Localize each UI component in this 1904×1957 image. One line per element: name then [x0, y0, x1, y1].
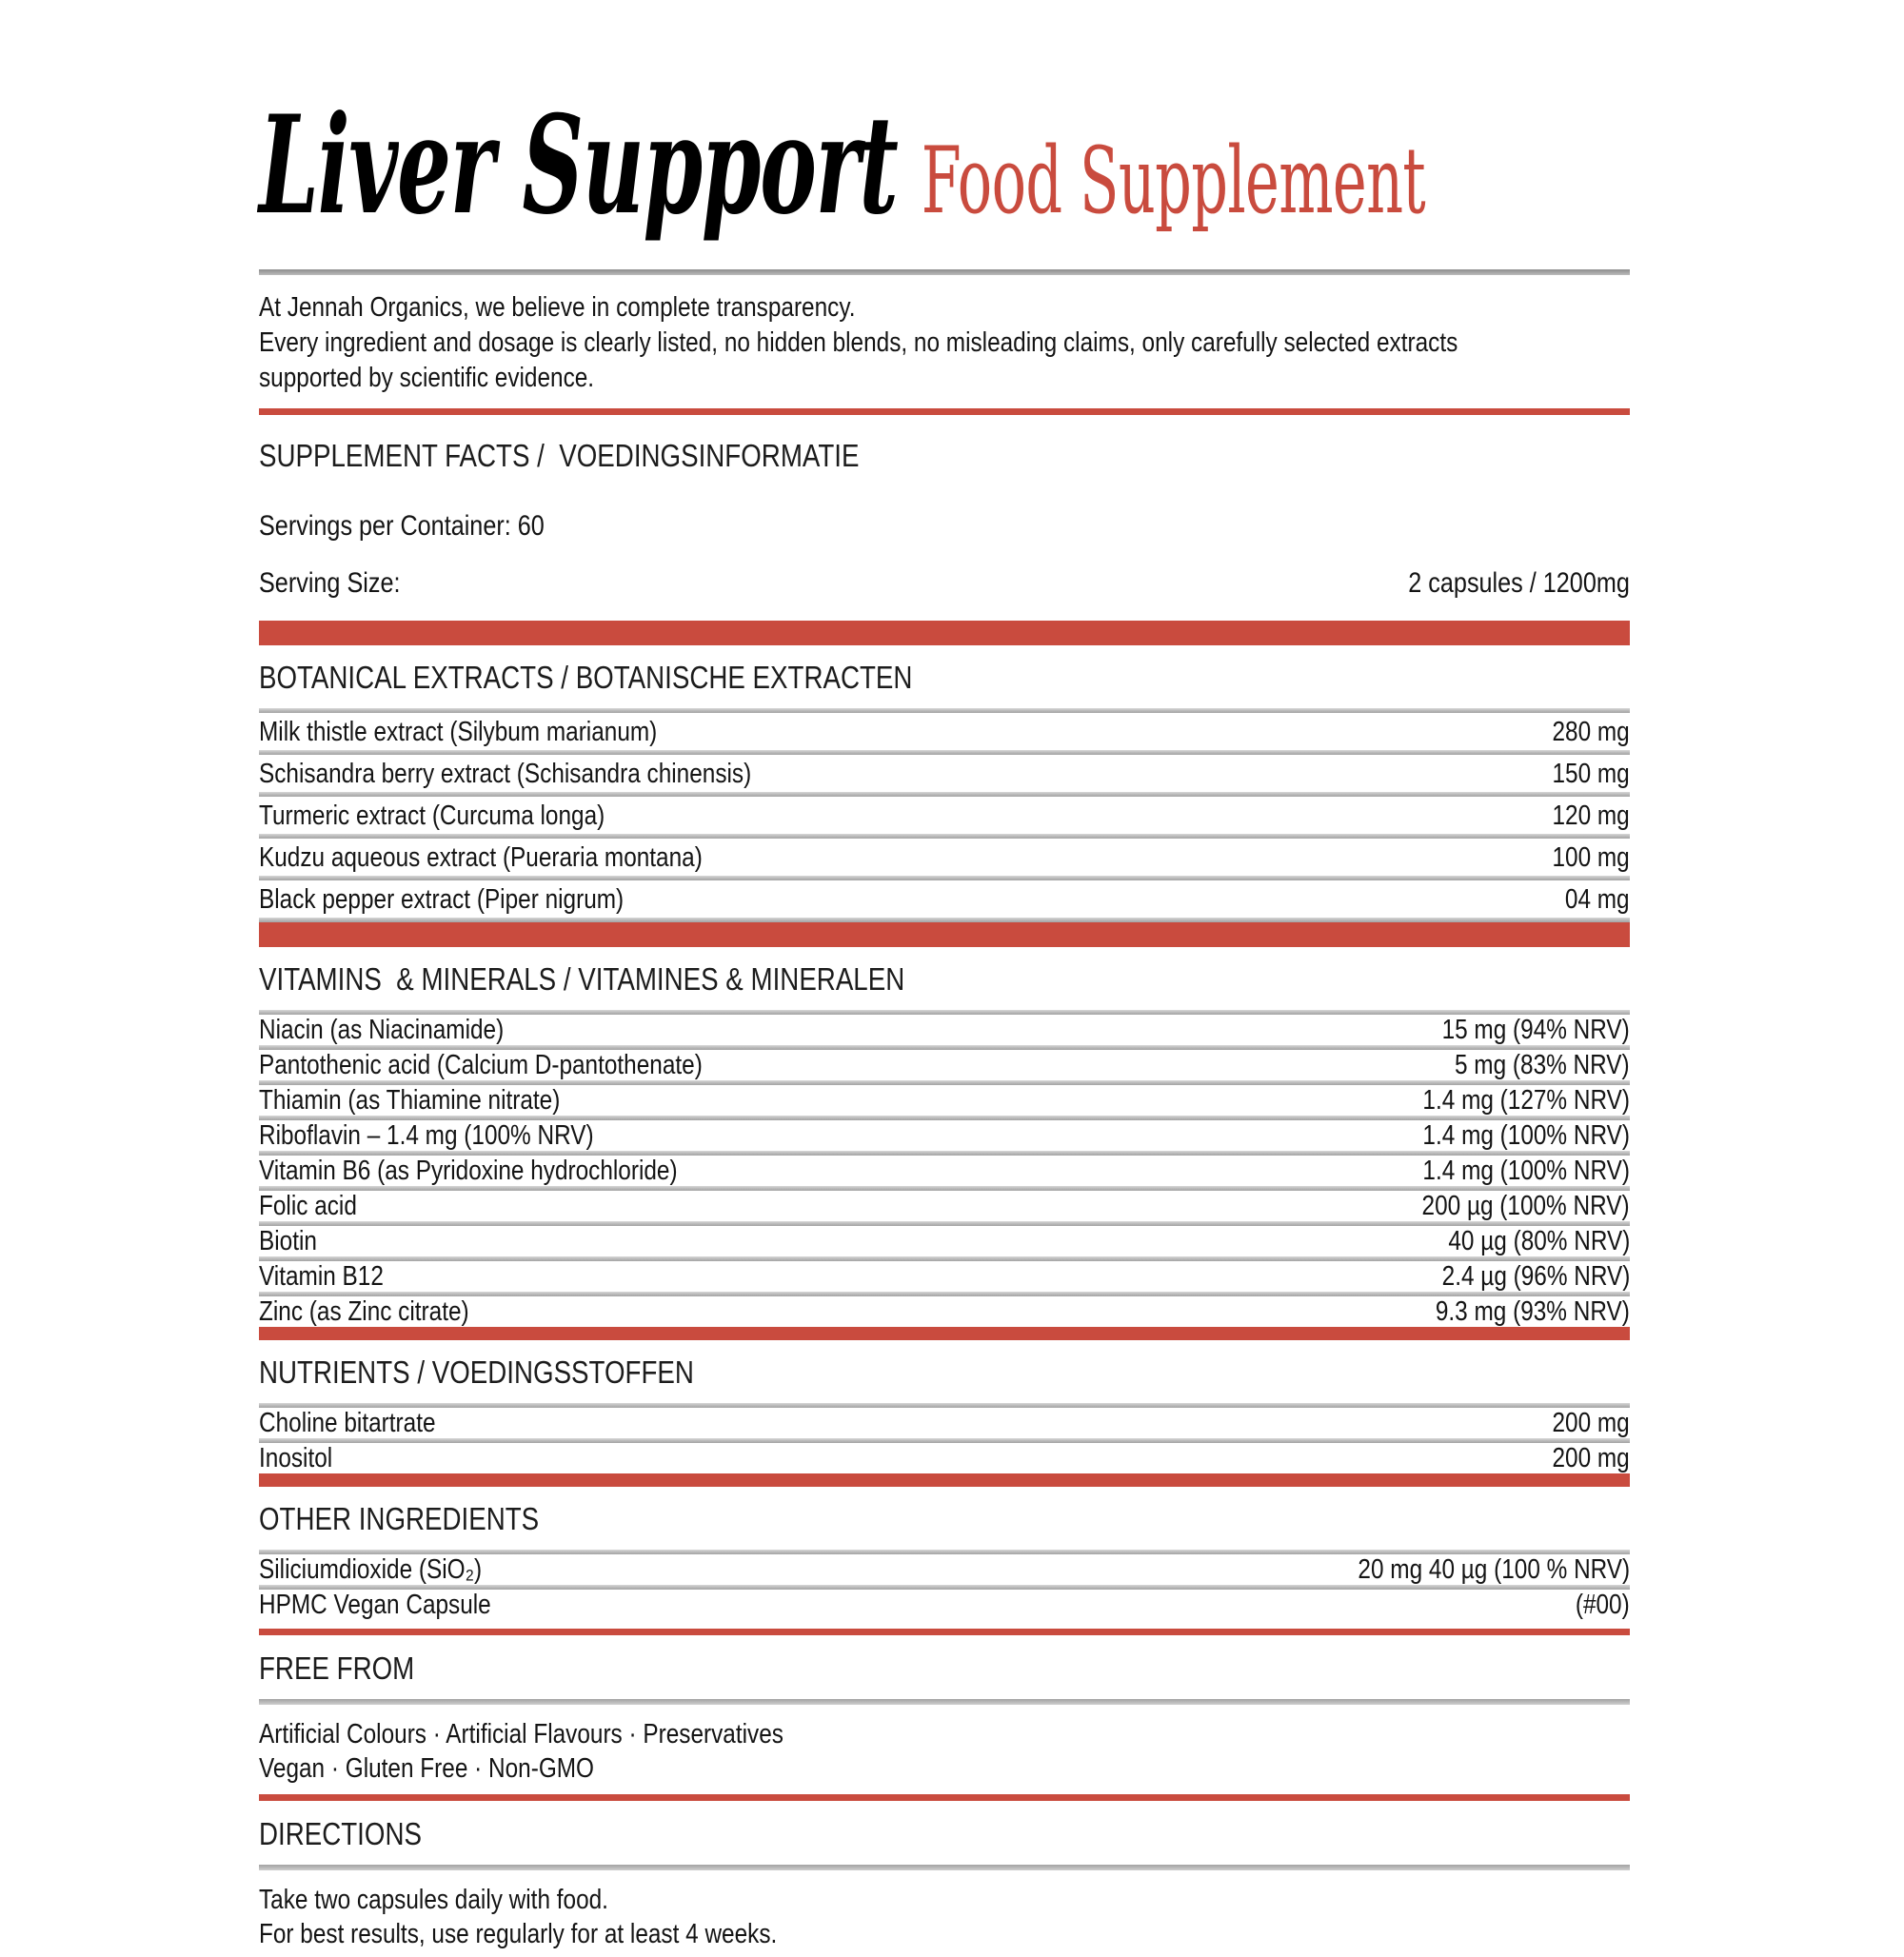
text-section-line: Vegan · Gluten Free · Non-GMO — [259, 1752, 595, 1784]
ingredient-label: Choline bitartrate — [259, 1407, 436, 1438]
section-heading: OTHER INGREDIENTS — [259, 1500, 540, 1536]
ingredient-label: HPMC Vegan Capsule — [259, 1589, 491, 1620]
ingredient-label: Black pepper extract (Piper nigrum) — [259, 883, 625, 915]
ingredient-value: 100 mg — [1552, 841, 1630, 873]
ingredient-value: 1.4 mg (100% NRV) — [1422, 1119, 1630, 1151]
ingredient-value: 40 µg (80% NRV) — [1448, 1225, 1630, 1256]
header-divider — [259, 269, 1630, 275]
label-content — [259, 0, 1630, 1957]
spacer — [259, 600, 1630, 621]
ingredient-label: Thiamin (as Thiamine nitrate) — [259, 1084, 561, 1116]
section-color-bar — [259, 1327, 1630, 1340]
intro-divider — [259, 408, 1630, 415]
ingredient-row — [259, 1191, 1630, 1221]
text-section-top-rule — [259, 1629, 1630, 1635]
text-section-heading: DIRECTIONS — [259, 1815, 422, 1851]
section-heading: NUTRIENTS / VOEDINGSSTOFFEN — [259, 1354, 694, 1390]
ingredient-row — [259, 1015, 1630, 1045]
text-section-free-from — [259, 1629, 1630, 1786]
text-sections — [259, 1629, 1630, 1951]
ingredient-value: 200 mg — [1552, 1407, 1630, 1438]
ingredient-label: Milk thistle extract (Silybum marianum) — [259, 716, 658, 747]
text-section-divider — [259, 1699, 1630, 1705]
ingredient-label: Turmeric extract (Curcuma longa) — [259, 800, 605, 831]
text-section-line: For best results, use regularly for at least 4 weeks. — [259, 1918, 778, 1949]
ingredient-value: 1.4 mg (100% NRV) — [1422, 1155, 1630, 1186]
ingredient-row — [259, 880, 1630, 918]
ingredient-section — [259, 1473, 1630, 1620]
serving-size-value: 2 capsules / 1200mg — [1408, 566, 1630, 599]
section-rows — [259, 1550, 1630, 1620]
ingredient-row — [259, 797, 1630, 834]
ingredient-label: Pantothenic acid (Calcium D-pantothenate) — [259, 1049, 703, 1080]
section-color-bar — [259, 1473, 1630, 1487]
ingredient-label: Zinc (as Zinc citrate) — [259, 1295, 469, 1327]
intro-line: At Jennah Organics, we believe in complete transparency. — [259, 291, 856, 323]
intro-line: supported by scientific evidence. — [259, 362, 595, 393]
ingredient-row — [259, 1408, 1630, 1438]
ingredient-value: 150 mg — [1552, 758, 1630, 789]
servings-per-container: Servings per Container: 60 — [259, 509, 545, 542]
ingredient-row — [259, 713, 1630, 750]
ingredient-row — [259, 1554, 1630, 1585]
ingredient-row — [259, 1261, 1630, 1292]
ingredient-sections — [259, 621, 1630, 1620]
ingredient-value: 280 mg — [1552, 716, 1630, 747]
ingredient-row — [259, 1085, 1630, 1116]
ingredient-label: Folic acid — [259, 1190, 357, 1221]
ingredient-section — [259, 1327, 1630, 1473]
ingredient-label: Schisandra berry extract (Schisandra chinensis) — [259, 758, 752, 789]
serving-size-label: Serving Size: — [259, 566, 401, 599]
ingredient-value: (#00) — [1576, 1589, 1630, 1620]
intro-paragraph — [259, 290, 1630, 396]
ingredient-label: Vitamin B6 (as Pyridoxine hydrochloride) — [259, 1155, 678, 1186]
ingredient-section — [259, 922, 1630, 1327]
section-rows — [259, 708, 1630, 922]
text-section-heading: FREE FROM — [259, 1650, 415, 1686]
page-title: Liver Support — [259, 87, 898, 245]
ingredient-label: Vitamin B12 — [259, 1260, 384, 1292]
ingredient-label: Niacin (as Niacinamide) — [259, 1014, 505, 1045]
ingredient-row — [259, 1443, 1630, 1473]
text-section-directions — [259, 1794, 1630, 1951]
ingredient-value: 1.4 mg (127% NRV) — [1422, 1084, 1630, 1116]
ingredient-value: 04 mg — [1565, 883, 1630, 915]
ingredient-label: Kudzu aqueous extract (Pueraria montana) — [259, 841, 703, 873]
ingredient-row — [259, 755, 1630, 792]
ingredient-row — [259, 1296, 1630, 1327]
text-section-line: Artificial Colours · Artificial Flavours · Preservatives — [259, 1718, 783, 1749]
text-section-line: Take two capsules daily with food. — [259, 1884, 608, 1915]
section-rows — [259, 1403, 1630, 1473]
ingredient-row — [259, 839, 1630, 876]
ingredient-value: 2.4 µg (96% NRV) — [1441, 1260, 1630, 1292]
ingredient-row — [259, 1590, 1630, 1620]
ingredient-row — [259, 1156, 1630, 1186]
ingredient-label: Biotin — [259, 1225, 317, 1256]
ingredient-label: Siliciumdioxide (SiO₂) — [259, 1553, 483, 1585]
ingredient-section — [259, 621, 1630, 922]
ingredient-value: 120 mg — [1552, 800, 1630, 831]
ingredient-label: Riboflavin – 1.4 mg (100% NRV) — [259, 1119, 594, 1151]
section-heading: VITAMINS & MINERALS / VITAMINES & MINERALEN — [259, 960, 905, 997]
masthead — [259, 84, 1426, 248]
ingredient-row — [259, 1226, 1630, 1256]
ingredient-value: 15 mg (94% NRV) — [1441, 1014, 1630, 1045]
ingredient-row — [259, 1050, 1630, 1080]
ingredient-value: 20 mg 40 µg (100 % NRV) — [1358, 1553, 1630, 1585]
section-color-bar — [259, 621, 1630, 645]
section-rows — [259, 1010, 1630, 1327]
ingredient-value: 200 µg (100% NRV) — [1421, 1190, 1630, 1221]
ingredient-label: Inositol — [259, 1442, 333, 1473]
text-section-divider — [259, 1865, 1630, 1870]
ingredient-value: 200 mg — [1552, 1442, 1630, 1473]
text-section-lines — [259, 1883, 1630, 1951]
text-section-top-rule — [259, 1794, 1630, 1801]
section-color-bar — [259, 922, 1630, 947]
page-subtitle: Food Supplement — [921, 128, 1426, 234]
ingredient-row — [259, 1120, 1630, 1151]
serving-size-row — [259, 567, 1630, 600]
ingredient-value: 5 mg (83% NRV) — [1455, 1049, 1630, 1080]
intro-line: Every ingredient and dosage is clearly listed, no hidden blends, no misleading claims, only carefully selected extracts — [259, 326, 1458, 358]
ingredient-value: 9.3 mg (93% NRV) — [1436, 1295, 1630, 1327]
text-section-lines — [259, 1717, 1630, 1786]
supplement-facts-heading: SUPPLEMENT FACTS / VOEDINGSINFORMATIE — [259, 437, 860, 473]
section-heading: BOTANICAL EXTRACTS / BOTANISCHE EXTRACTEN — [259, 659, 913, 695]
